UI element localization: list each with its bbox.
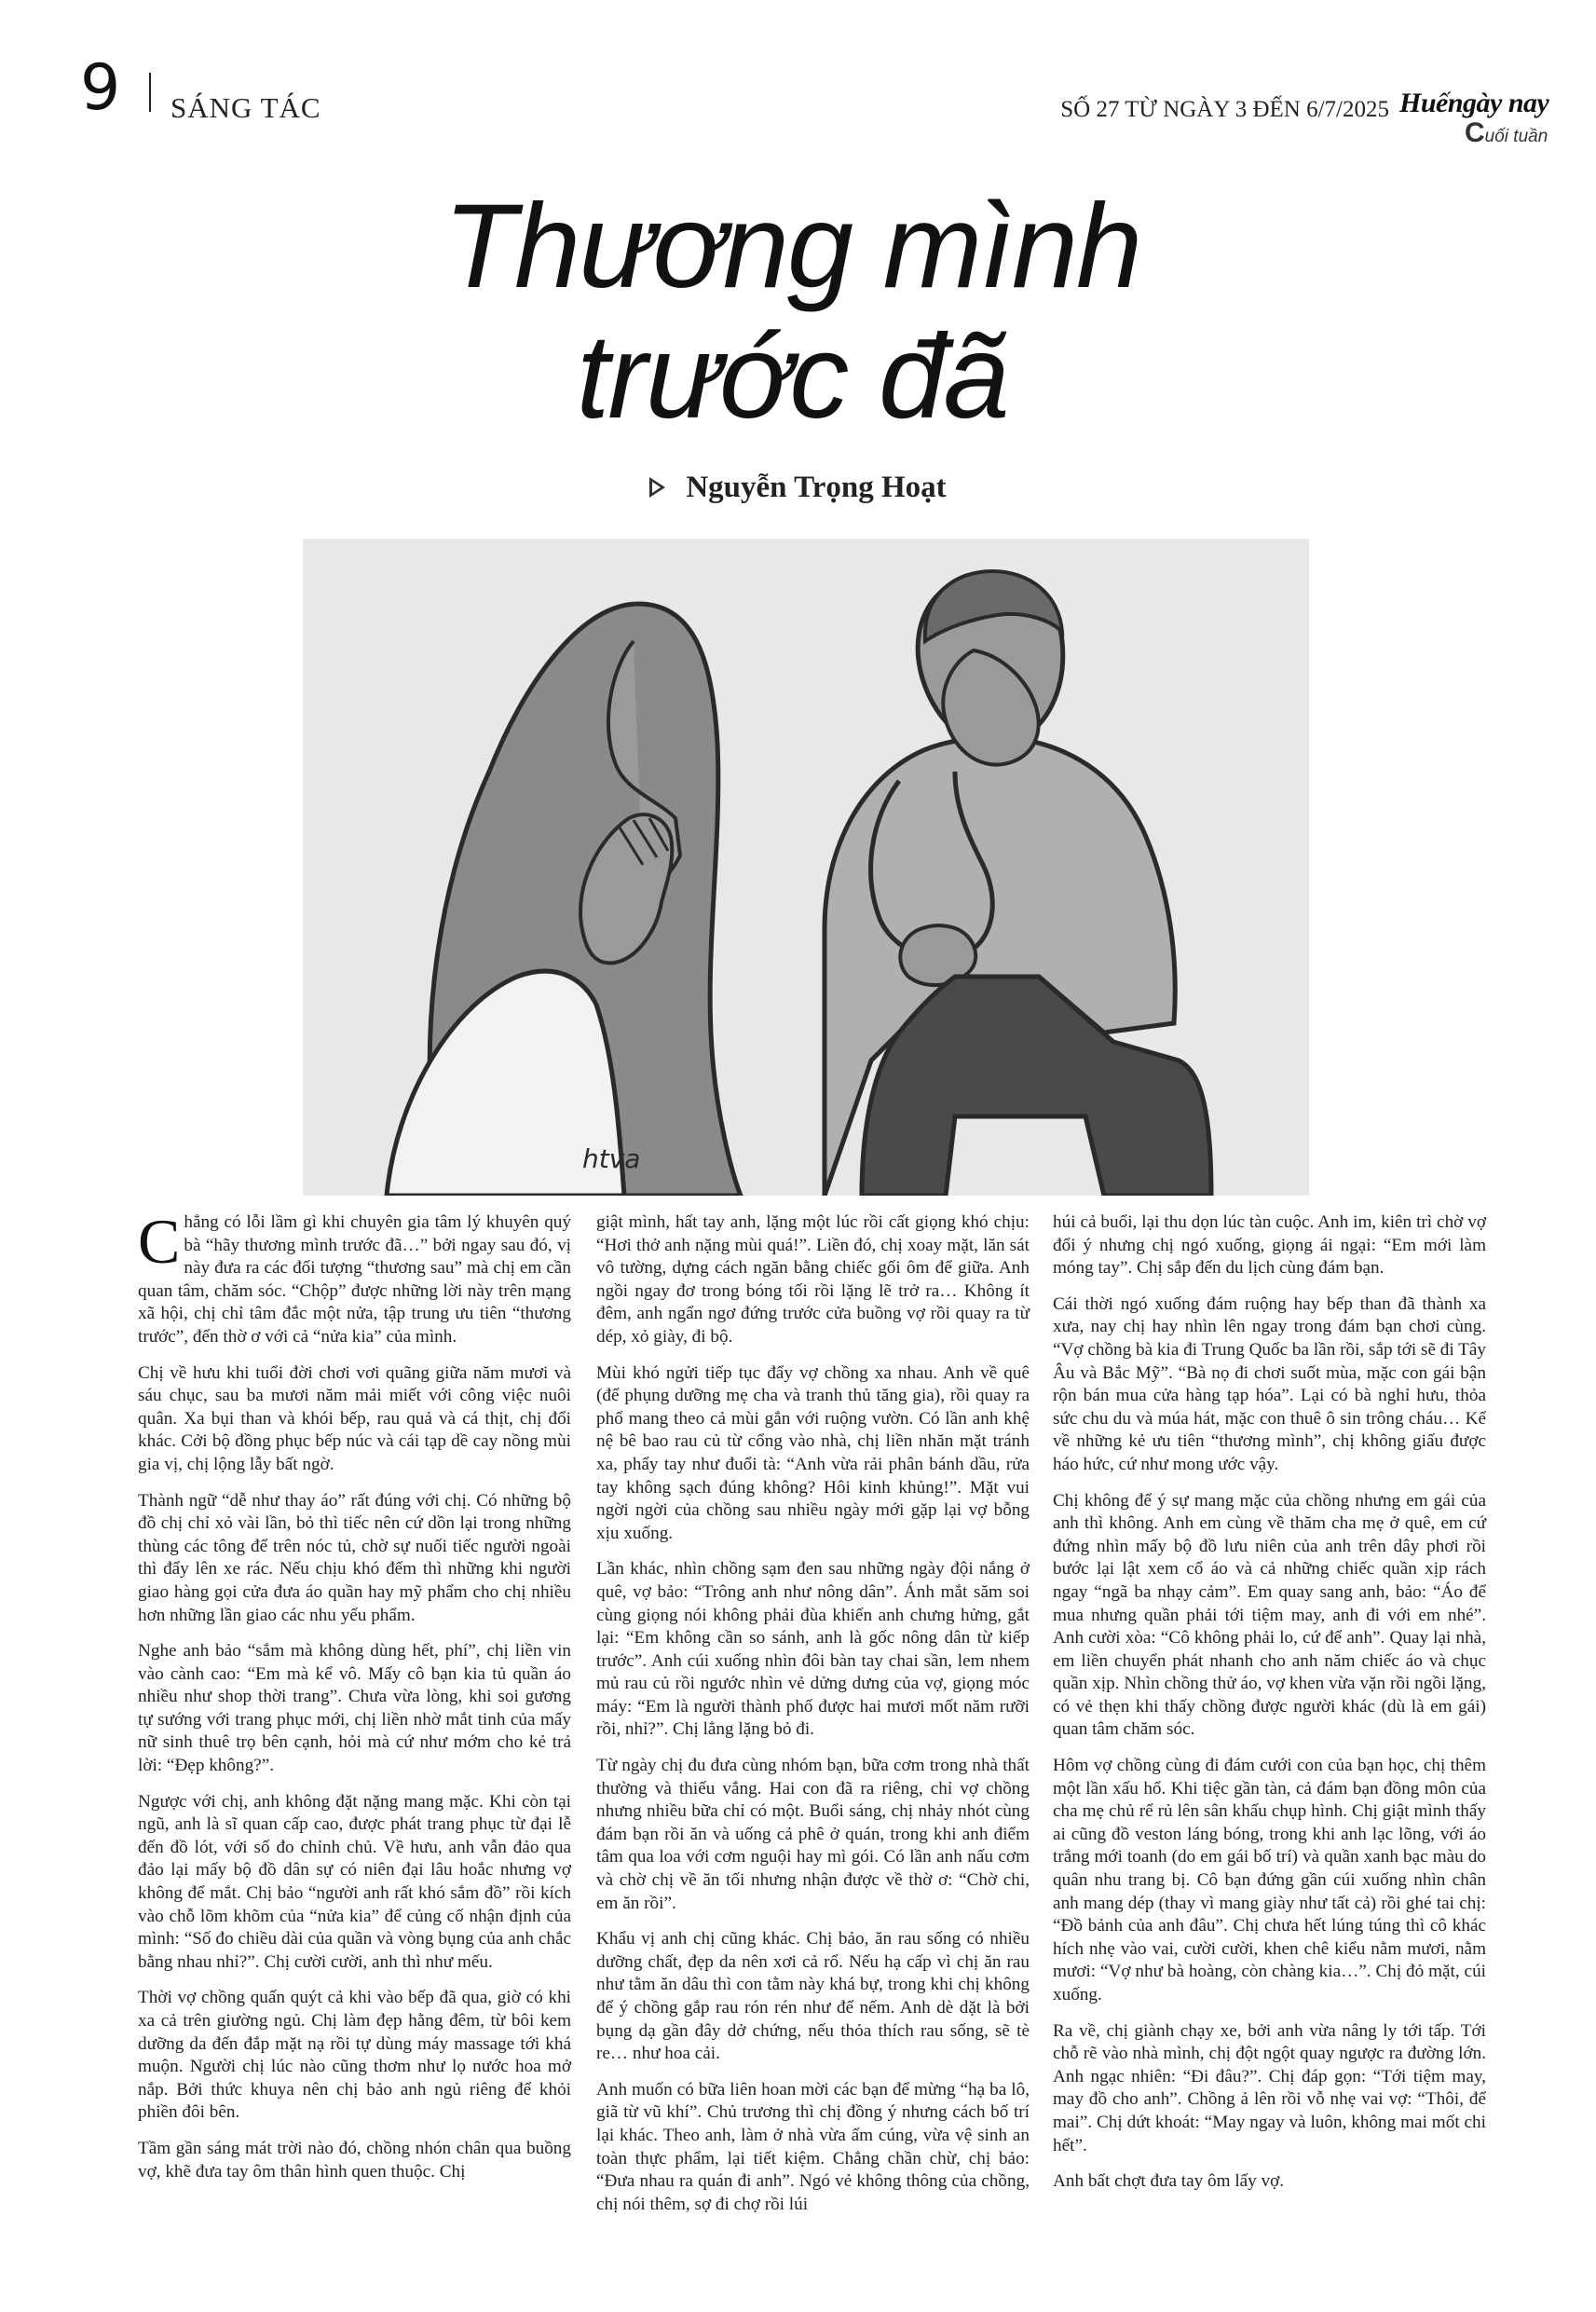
header-divider [149, 73, 151, 112]
section-label: SÁNG TÁC [171, 91, 321, 124]
brand-subtitle-initial: C [1465, 117, 1485, 148]
paragraph: Tầm gần sáng mát trời nào đó, chồng nhón chân qua buồng vợ, khẽ đưa tay ôm thân hình quen thuộc. Chị [138, 2138, 571, 2182]
paragraph: húi cả buổi, lại thu dọn lúc tàn cuộc. Anh im, kiên trì chờ vợ đổi ý nhưng chị ngó xuống, giọng ái ngại: “Em mới làm móng tay”. Chị sắp đến du lịch cùng đám bạn. [1053, 1212, 1486, 1279]
paragraph-text: hẳng có lỗi lầm gì khi chuyên gia tâm lý khuyên quý bà “hãy thương mình trước đã…” bởi ngay sau đó, vị này đưa ra các đối tượng “thương sau” mà chị em cần quan tâm, chăm sóc. “Chộp” được những lời này trên mạng xã hội, chị chỉ tâm đắc một nửa, tập trung ưu tiên “thương trước”, đến thờ ơ với cả “nửa kia” của mình. [138, 1212, 571, 1347]
paragraph: Anh bất chợt đưa tay ôm lấy vợ. [1053, 2171, 1285, 2192]
drop-cap: C [138, 1206, 181, 1277]
brand-subtitle-rest: uối tuần [1484, 127, 1548, 146]
page-number: 9 [80, 51, 121, 125]
brand-name: Huếngày nay [1399, 88, 1549, 118]
paragraph: Lần khác, nhìn chồng sạm đen sau những ngày đội nắng ở quê, vợ bảo: “Trông anh như nông dân”. Ánh mắt săm soi cùng giọng nói không phải đùa khiến anh chưng hửng, gắt lại: “Em không cần so sánh, anh là gốc nông dân từ kiếp trước”. Anh cúi xuống nhìn đôi bàn tay chai sần, lem nhem mủ rau củ rồi ngước nhìn vẻ dửng dưng của vợ, giọng móc máy: “Em là người thành phố được hai mươi mốt năm rưỡi rồi, nhỉ?”. Chị lẳng lặng bỏ đi. [596, 1559, 1030, 1740]
paragraph: Cái thời ngó xuống đám ruộng hay bếp than đã thành xa xưa, nay chị hay nhìn lên ngay trong đám bạn chơi cùng. “Vợ chồng bà kia đi Trung Quốc ba lần rồi, sắp tới sẽ đi Tây Âu và Bắc Mỹ”. “Bà nọ đi chơi suốt mùa, mặc con gái bận rộn bán mua cửa hàng tạp hóa”. Lại có bà nghỉ hưu, thỏa sức chu du và múa hát, mặc con thuê ô sin trông cháu… Kể về những kẻ ưu tiên “thương mình”, chị không giấu được háo hức, cứ như mong ước vậy. [1053, 1293, 1486, 1474]
paragraph: Hôm vợ chồng cùng đi đám cưới con của bạn học, chị thêm một lần xấu hổ. Khi tiệc gần tàn, cả đám bạn đồng môn của cha mẹ chủ rể rủ lên sân khấu chụp hình. Chị giật mình thấy ai cũng đồ veston láng bóng, trong khi anh lạc lõng, với áo trắng mới toanh (do em gái bố trí) và quần xanh bạc màu do quân nhu trang bị. Cô bạn đứng gần cúi xuống nhìn chân anh mang dép (thay vì mang giày như tất cả) rồi ghé tai chị: “Đồ bảnh của anh đâu”. Chị chưa hết lúng túng thì cô khác hích nhẹ vào vai, cười cười, khen chê kiểu nằm mươi, nằm mươi: “Vợ như bà hoàng, còn chàng kia…”. Chị đỏ mặt, cúi xuống. [1053, 1756, 1486, 2004]
title-line-1: Thương mình [443, 180, 1141, 313]
illustration-drawing [303, 539, 1309, 1196]
author-name: Nguyễn Trọng Hoạt [686, 471, 947, 504]
paragraph: Ngược với chị, anh không đặt nặng mang mặc. Khi còn tại ngũ, anh là sĩ quan cấp cao, được phát trang phục từ đại lễ đến đồ lót, với số đo chỉnh chủ. Về hưu, anh vẫn đảo qua đảo lại mấy bộ đồ dân sự có niên đại lâu hoắc nhưng vợ không để mắt. Chị bảo “người anh rất khó sắm đồ” rồi kích vào chỗ lõm khõm của “nửa kia” để củng cố nhận định của mình: “Số đo chiều dài của quần và vòng bụng của anh chắc bằng nhau nhỉ?”. Chị cười cười, anh thì như mếu. [138, 1791, 571, 1972]
text-column-3 [1053, 1211, 1486, 2207]
paragraph: Từ ngày chị đu đưa cùng nhóm bạn, bữa cơm trong nhà thất thường và thiếu vắng. Hai con đã ra riêng, chỉ vợ chồng nhưng nhiều bữa chỉ có một. Buổi sáng, chị nhảy nhót cùng đám bạn rồi ăn và uống cả phê ở quán, trong khi anh điểm tâm qua loa với cơm nguội hay mì gói. Có lần anh nấu cơm và chờ chị về ăn tối nhưng nhận được về thờ ơ: “Chờ chi, em ăn rồi”. [596, 1756, 1030, 1913]
issue-info: SỐ 27 TỪ NGÀY 3 ĐẾN 6/7/2025 [1060, 97, 1389, 122]
paragraph: Khẩu vị anh chị cũng khác. Chị bảo, ăn rau sống có nhiều dưỡng chất, đẹp da nên xơi cả rổ. Nếu hạ cấp vì chị ăn rau như tằm ăn dâu thì con tằm này khá bự, trong khi chị không để ý chồng gắp rau rón rén như để nếm. Anh dè dặt là bởi bụng dạ gần đây dở chứng, nếu thỏa thích rau sống, sẽ tè re… như hoa cải. [596, 1929, 1030, 2064]
paragraph: Nghe anh bảo “sắm mà không dùng hết, phí”, chị liền vin vào cành cao: “Em mà kể vô. Mấy cô bạn kia tủ quần áo nhiều như shop thời trang”. Chưa vừa lòng, khi soi gương tự sướng với trang phục mới, chị liền nhờ mắt tinh của mấy nữ sinh thuê trọ bên cạnh, hỏi mà cứ như mớm cho kẻ trả lời: “Đẹp không?”. [138, 1641, 571, 1776]
text-column-2 [596, 1211, 1030, 2229]
paragraph: Anh muốn có bữa liên hoan mời các bạn để mừng “hạ ba lô, giã từ vũ khí”. Chủ trương thì chị đồng ý nhưng cách bố trí lại khác. Theo anh, làm ở nhà vừa ấm cúng, vừa vệ sinh an toàn thực phẩm, lại tiết kiệm. Chẳng chần chừ, chị bảo: “Đưa nhau ra quán đi anh”. Ngó vẻ không thông của chồng, chị nói thêm, sợ đi chợ rồi lúi [596, 2079, 1030, 2214]
title-line-2: trước đã [576, 310, 1008, 444]
paragraph: Chị không để ý sự mang mặc của chồng nhưng em gái của anh thì không. Anh em cùng về thăm cha mẹ ở quê, em cứ đứng nhìn mấy bộ đồ lưu niên của anh trên dây phơi rồi bước lại lật xem cổ áo và cả những chiếc quần xịp rách ngay “ngã ba nhạy cảm”. Em quay sang anh, bảo: “Áo để mua nhưng quần phải tới tiệm may, anh đi với em nhé”. Anh cười xòa: “Cô không phải lo, cứ để anh”. Quay lại nhà, em liền chuyển phát nhanh cho anh năm chiếc áo và chục quần xịp. Nhìn chồng thử áo, vợ khen vừa vặn rồi ngồi lặng, có vẻ thẹn khi thấy chồng được người khác (dù là em gái) quan tâm chăm sóc. [1053, 1490, 1486, 1740]
article-illustration [303, 539, 1309, 1196]
paragraph: Thời vợ chồng quấn quýt cả khi vào bếp đã qua, giờ có khi xa cả trên giường ngủ. Chị làm đẹp hằng đêm, từ bôi kem dưỡng da đến đắp mặt nạ rồi tự dùng máy massage tới khá muộn. Người chị lúc nào cũng thơm như lọ nước hoa mở nắp. Bởi thức khuya nên chị bảo anh ngủ riêng để khỏi phiền đôi bên. [138, 1988, 571, 2123]
paragraph [138, 1206, 571, 1349]
paragraph: Ra về, chị giành chạy xe, bởi anh vừa nâng ly tới tấp. Tới chỗ rẽ vào nhà mình, chị đột ngột quay ngược ra đường lớn. Anh ngạc nhiên: “Đi đâu?”. Chị đáp gọn: “Tới tiệm may, may đồ cho anh”. Chồng ả lên rồi vỗ nhẹ vai vợ: “Thôi, để mai”. Chị dứt khoát: “May ngay và luôn, không mai mốt chi hết”. [1053, 2020, 1486, 2155]
illustration-signature: htva [582, 1143, 641, 1174]
paragraph: Thành ngữ “dễ như thay áo” rất đúng với chị. Có những bộ đồ chị chỉ xỏ vài lần, bỏ thì tiếc nên cứ dồn lại trong những thùng các tông để trên nóc tủ, chờ sự nuối tiếc người ngoài thì đẩy lên xe rác. Nếu chịu khó đếm thì những khi người giao hàng gọi cửa đưa áo quần hay mỹ phẩm cho chị nhiều hơn những lần giao các nhu yếu phẩm. [138, 1490, 571, 1625]
byline [0, 471, 1596, 505]
paragraph: Chị về hưu khi tuổi đời chơi vơi quãng giữa năm mươi và sáu chục, sau ba mươi năm mải miết với công việc nuôi quân. Xa bụi than và khói bếp, rau quả và cá thịt, chị đổi khác. Cởi bộ đồng phục bếp núc và cái tạp dề cay nồng mùi gia vị, chị lộng lẫy bất ngờ. [138, 1362, 571, 1474]
brand-logo [1399, 88, 1548, 155]
article-title [280, 182, 1304, 443]
brand-subtitle [1465, 117, 1548, 149]
paragraph: Mùi khó ngửi tiếp tục đẩy vợ chồng xa nhau. Anh về quê (để phụng dưỡng mẹ cha và tranh thủ tăng gia), rồi quay ra phố mang theo cả mùi gắn với ruộng vườn. Có lần anh khệ nệ bê bao rau củ từ cổng vào nhà, chị liền nhăn mặt tránh xa, phẩy tay như đuổi tà: “Anh vừa rải phân bánh dầu, rửa tay không sạch đúng không? Hôi kinh khủng!”. Mặt vui ngời ngời của chồng sau nhiều ngày mới gặp lại vợ bỗng xịu xuống. [596, 1362, 1030, 1543]
paragraph: giật mình, hất tay anh, lặng một lúc rồi cất giọng khó chịu: “Hơi thở anh nặng mùi quá!”. Liền đó, chị xoay mặt, lăn sát vô tường, dựng cách ngăn bằng chiếc gối ôm để giữa. Anh ngồi ngay đơ trong bóng tối rồi lặng lẽ trở ra… Không ít đêm, anh ngẩn ngơ đứng trước cửa buồng vợ rồi quay ra từ dép, xỏ giày, đi bộ. [596, 1212, 1030, 1347]
text-column-1 [138, 1206, 571, 2196]
play-triangle-icon [649, 477, 665, 498]
